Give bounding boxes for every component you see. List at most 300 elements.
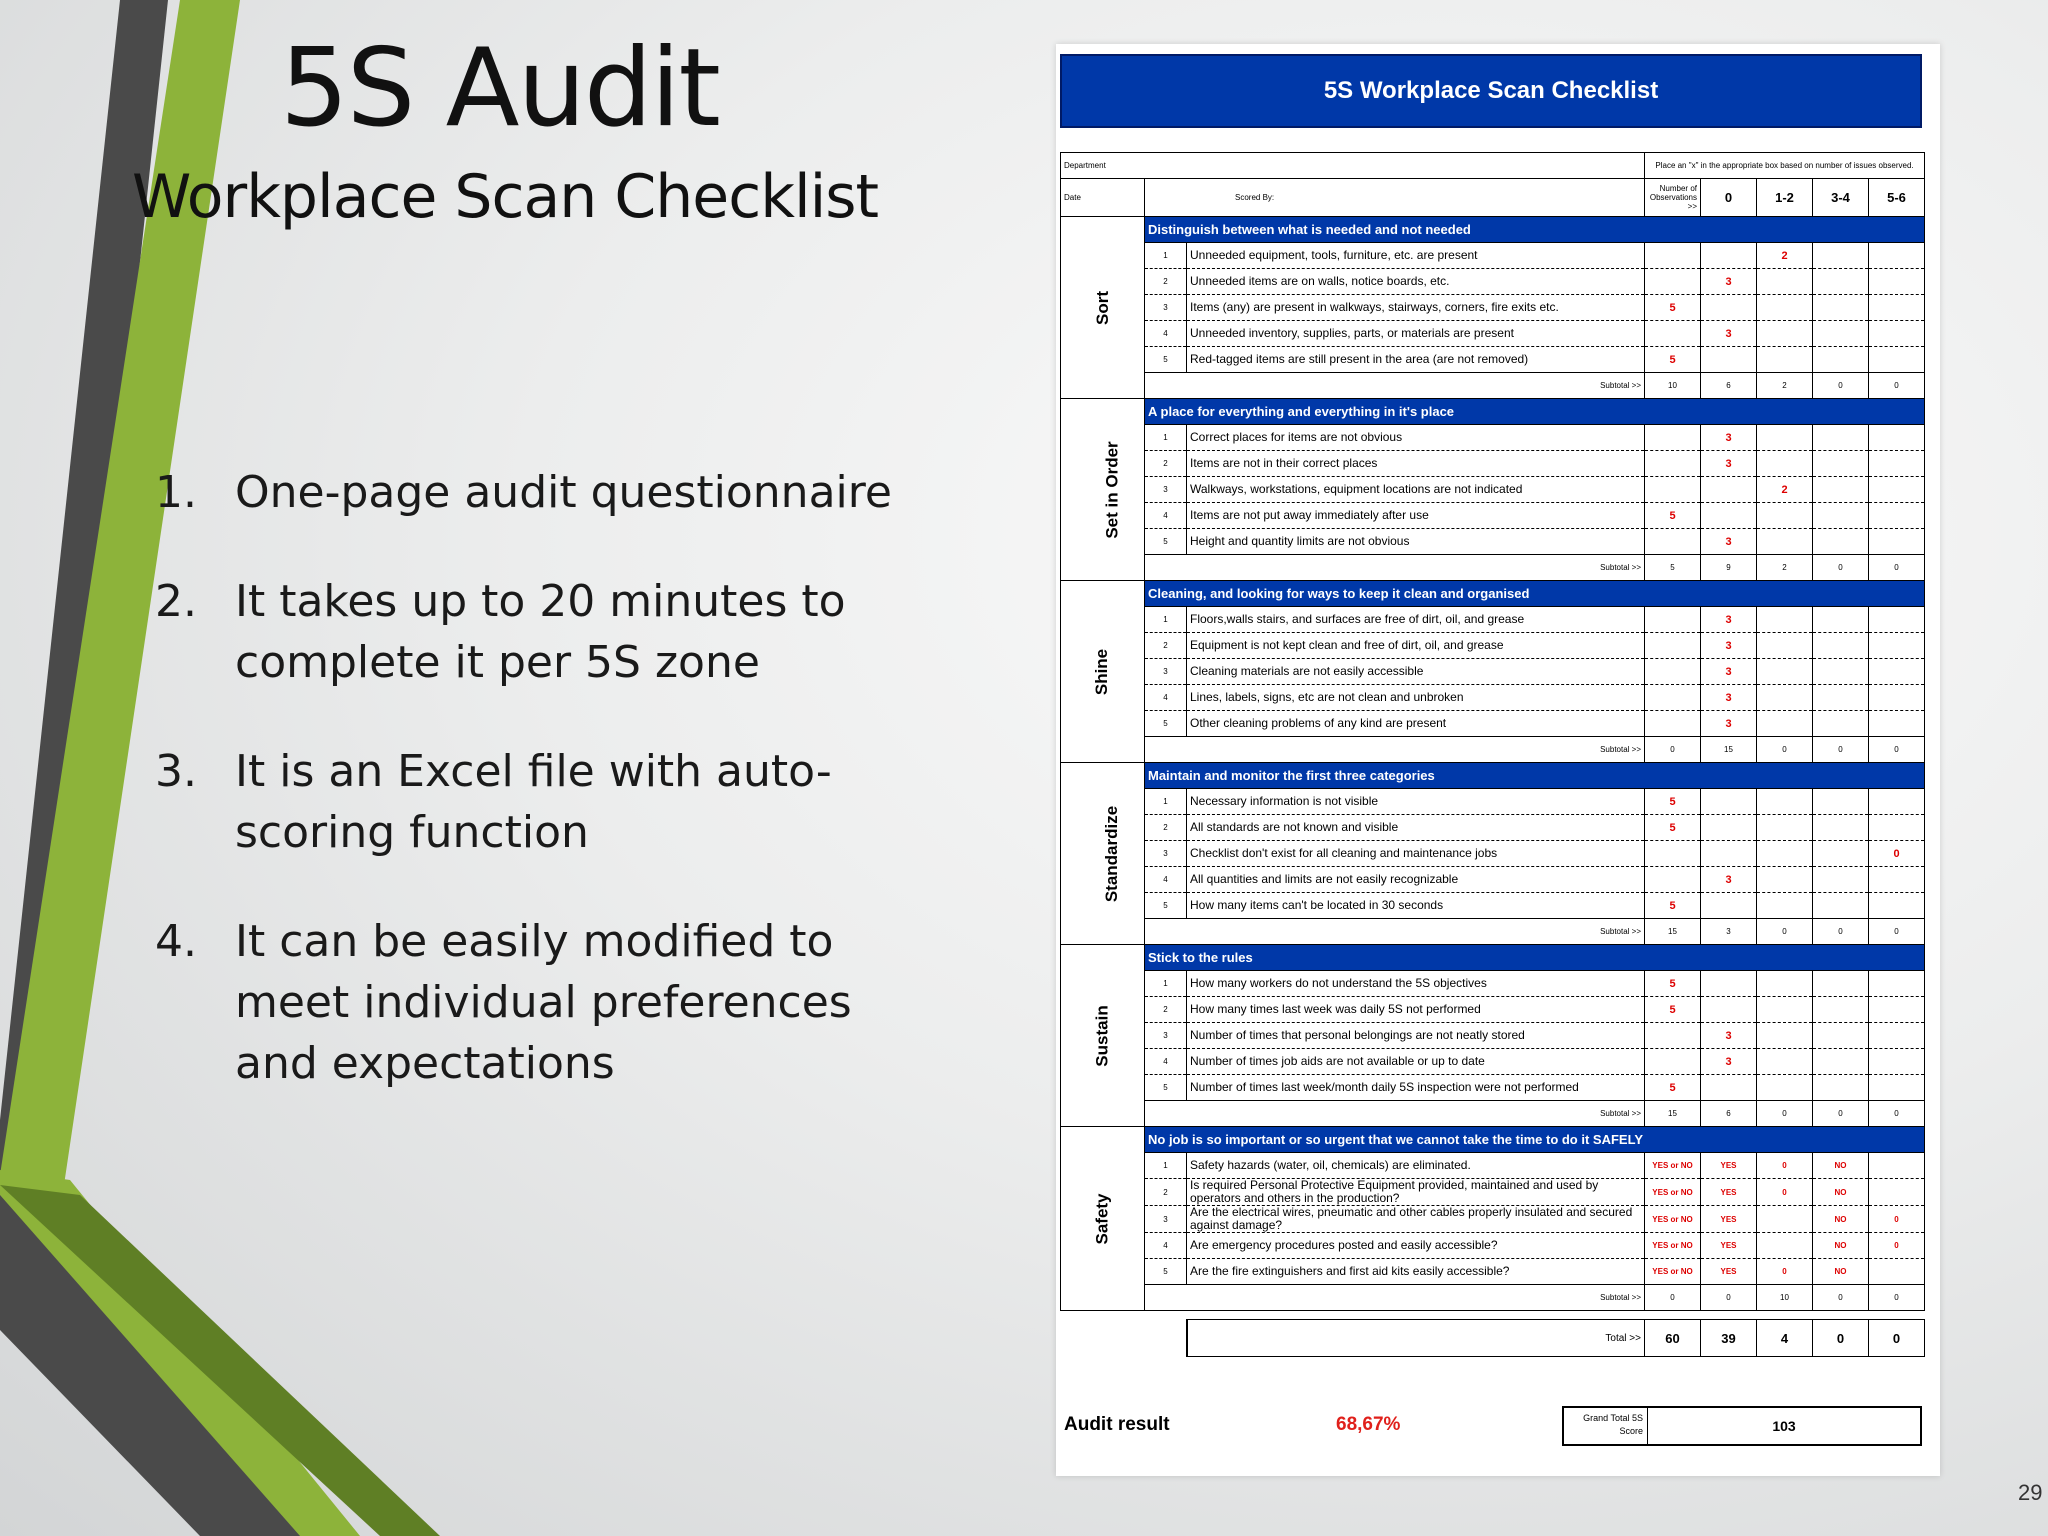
subtotal-label: Subtotal >> [1145,1285,1645,1311]
question-row [1061,841,1925,867]
question-number: 5 [1145,1259,1187,1285]
subtotal-value: 0 [1645,1285,1701,1311]
score-cell [1645,243,1701,269]
score-cell [1813,347,1869,373]
subtotal-value: 0 [1645,737,1701,763]
score-cell: 3 [1701,529,1757,555]
score-cell [1869,1179,1925,1206]
score-cell [1813,243,1869,269]
score-cell [1645,841,1701,867]
question-number: 2 [1145,633,1187,659]
score-cell [1757,295,1813,321]
section-heading-row [1061,581,1925,607]
score-cell [1757,1023,1813,1049]
question-text: Other cleaning problems of any kind are present [1187,711,1645,737]
score-cell [1757,503,1813,529]
score-cell [1757,893,1813,919]
score-cell [1757,269,1813,295]
section-heading: A place for everything and everything in it's place [1145,399,1925,425]
question-row [1061,867,1925,893]
question-text: Necessary information is not visible [1187,789,1645,815]
question-text: How many times last week was daily 5S not performed [1187,997,1645,1023]
subtotal-value: 10 [1645,373,1701,399]
score-cell [1813,269,1869,295]
section-heading-row [1061,945,1925,971]
question-row [1061,633,1925,659]
question-number: 2 [1145,269,1187,295]
question-number: 3 [1145,659,1187,685]
audit-result-value: 68,67% [1336,1414,1401,1435]
question-text: Items are not in their correct places [1187,451,1645,477]
score-cell [1869,711,1925,737]
score-cell: 3 [1701,1023,1757,1049]
section-heading-row [1061,1127,1925,1153]
bullet-text: One-page audit questionnaire [235,467,892,518]
score-cell [1869,243,1925,269]
checklist-table [1060,152,1925,1357]
question-text: Checklist don't exist for all cleaning and maintenance jobs [1187,841,1645,867]
question-text: Number of times that personal belongings are not neatly stored [1187,1023,1645,1049]
question-row [1061,1179,1925,1206]
column-header: 3-4 [1813,179,1869,217]
score-cell [1813,503,1869,529]
score-cell [1645,1049,1701,1075]
checklist-body [1061,153,1925,1357]
bullet-item [155,741,895,863]
question-text: Equipment is not kept clean and free of dirt, oil, and grease [1187,633,1645,659]
score-cell: 3 [1701,867,1757,893]
question-row [1061,1153,1925,1179]
score-cell [1869,633,1925,659]
score-cell [1645,451,1701,477]
score-cell [1813,607,1869,633]
question-row [1061,685,1925,711]
question-number: 5 [1145,1075,1187,1101]
question-row [1061,659,1925,685]
subtotal-value: 0 [1813,737,1869,763]
question-row [1061,1023,1925,1049]
score-cell [1645,477,1701,503]
score-cell: 3 [1701,633,1757,659]
subtotal-value: 3 [1701,919,1757,945]
question-text: Are the electrical wires, pneumatic and other cables properly insulated and secured against damage? [1187,1206,1645,1233]
score-cell: 3 [1701,711,1757,737]
question-number: 4 [1145,685,1187,711]
score-cell: YES or NO [1645,1233,1701,1259]
section-heading: Stick to the rules [1145,945,1925,971]
scored-by-label: Scored By: [1145,179,1645,217]
bullet-text: It is an Excel file with auto-scoring function [235,746,832,858]
grand-total-box [1562,1406,1922,1446]
subtotal-value: 0 [1813,1101,1869,1127]
score-cell: 3 [1701,685,1757,711]
question-row [1061,321,1925,347]
subtotal-value: 5 [1645,555,1701,581]
score-cell [1645,425,1701,451]
spacer-cell [1061,1311,1925,1320]
subtotal-value: 0 [1757,737,1813,763]
category-cell [1061,945,1145,1127]
question-number: 5 [1145,893,1187,919]
score-cell [1757,425,1813,451]
score-cell [1701,243,1757,269]
question-number: 1 [1145,971,1187,997]
score-cell: YES [1701,1179,1757,1206]
question-number: 4 [1145,503,1187,529]
score-cell [1813,659,1869,685]
score-cell [1701,893,1757,919]
question-text: Lines, labels, signs, etc are not clean and unbroken [1187,685,1645,711]
question-text: Red-tagged items are still present in the area (are not removed) [1187,347,1645,373]
subtotal-row [1061,373,1925,399]
total-value: 0 [1813,1320,1869,1357]
score-cell [1757,997,1813,1023]
subtotal-value: 15 [1701,737,1757,763]
category-cell [1061,217,1145,399]
score-cell [1645,633,1701,659]
score-cell [1757,633,1813,659]
score-cell: 3 [1701,607,1757,633]
section-heading: Distinguish between what is needed and not needed [1145,217,1925,243]
question-row [1061,971,1925,997]
question-number: 5 [1145,711,1187,737]
score-cell [1757,815,1813,841]
score-cell [1645,867,1701,893]
score-cell: 3 [1701,269,1757,295]
score-cell [1869,971,1925,997]
score-cell: 5 [1645,1075,1701,1101]
score-cell [1757,789,1813,815]
score-cell [1869,1023,1925,1049]
score-cell [1757,451,1813,477]
subtotal-value: 0 [1869,373,1925,399]
score-cell [1869,529,1925,555]
score-cell [1813,1049,1869,1075]
score-cell: 5 [1645,347,1701,373]
bullet-number: 1. [155,467,197,518]
audit-result-label: Audit result [1064,1414,1170,1435]
score-cell [1869,477,1925,503]
question-row [1061,789,1925,815]
score-cell [1701,477,1757,503]
score-cell [1813,893,1869,919]
score-cell [1869,815,1925,841]
score-cell: 3 [1701,659,1757,685]
category-cell [1061,763,1145,945]
question-row [1061,1049,1925,1075]
score-cell: NO [1813,1233,1869,1259]
score-cell: NO [1813,1259,1869,1285]
column-header: 1-2 [1757,179,1813,217]
question-text: Cleaning materials are not easily accessible [1187,659,1645,685]
score-cell [1813,451,1869,477]
subtotal-value: 0 [1869,919,1925,945]
score-cell [1757,711,1813,737]
score-cell [1813,321,1869,347]
score-cell: 0 [1757,1153,1813,1179]
question-number: 4 [1145,867,1187,893]
question-text: Height and quantity limits are not obvious [1187,529,1645,555]
score-cell: YES [1701,1259,1757,1285]
slide-title: 5S Audit [280,26,719,151]
question-number: 3 [1145,477,1187,503]
question-row [1061,347,1925,373]
question-number: 4 [1145,321,1187,347]
score-cell [1701,997,1757,1023]
spacer-row [1061,1311,1925,1320]
question-row [1061,243,1925,269]
subtotal-value: 10 [1757,1285,1813,1311]
question-number: 2 [1145,815,1187,841]
score-cell [1813,997,1869,1023]
bullet-item [155,571,895,693]
score-cell [1813,971,1869,997]
section-heading-row [1061,217,1925,243]
score-cell: 2 [1757,243,1813,269]
score-cell [1757,971,1813,997]
score-cell: NO [1813,1179,1869,1206]
column-header: 0 [1701,179,1757,217]
score-cell [1869,451,1925,477]
question-row [1061,451,1925,477]
section-heading: Cleaning, and looking for ways to keep it clean and organised [1145,581,1925,607]
score-cell [1701,971,1757,997]
question-row [1061,529,1925,555]
score-cell: 5 [1645,789,1701,815]
question-number: 3 [1145,1206,1187,1233]
subtotal-value: 0 [1813,1285,1869,1311]
subtotal-value: 6 [1701,1101,1757,1127]
meta-row-date [1061,179,1925,217]
subtotal-value: 0 [1813,919,1869,945]
category-cell [1061,581,1145,763]
score-cell [1757,685,1813,711]
score-cell [1701,347,1757,373]
score-cell [1813,815,1869,841]
category-label: Safety [1092,1192,1112,1245]
score-cell [1869,321,1925,347]
subtotal-label: Subtotal >> [1145,1101,1645,1127]
score-cell: YES [1701,1206,1757,1233]
score-cell: 3 [1701,321,1757,347]
subtotal-value: 9 [1701,555,1757,581]
question-number: 1 [1145,607,1187,633]
blank-cell [1061,1320,1187,1357]
score-cell [1813,477,1869,503]
question-row [1061,1075,1925,1101]
score-cell [1701,1075,1757,1101]
score-cell [1757,321,1813,347]
score-cell [1645,711,1701,737]
score-cell [1757,659,1813,685]
subtotal-row [1061,737,1925,763]
question-row [1061,425,1925,451]
question-number: 2 [1145,451,1187,477]
subtotal-value: 0 [1757,1101,1813,1127]
score-cell [1757,347,1813,373]
score-cell [1813,1075,1869,1101]
slide-subtitle: Workplace Scan Checklist [132,162,879,232]
question-text: All quantities and limits are not easily recognizable [1187,867,1645,893]
grand-total-value: 103 [1772,1418,1796,1434]
subtotal-value: 0 [1701,1285,1757,1311]
score-cell: YES or NO [1645,1153,1701,1179]
question-number: 4 [1145,1049,1187,1075]
score-cell: NO [1813,1153,1869,1179]
score-cell [1701,841,1757,867]
question-row [1061,815,1925,841]
question-row [1061,1259,1925,1285]
score-cell [1869,659,1925,685]
score-cell [1757,1075,1813,1101]
score-cell [1813,685,1869,711]
question-text: All standards are not known and visible [1187,815,1645,841]
score-cell [1869,867,1925,893]
score-cell [1813,633,1869,659]
score-cell [1645,529,1701,555]
checklist-header: 5S Workplace Scan Checklist [1060,54,1922,128]
score-cell: YES or NO [1645,1179,1701,1206]
score-cell [1645,607,1701,633]
score-cell: 0 [1757,1179,1813,1206]
score-cell [1869,1259,1925,1285]
score-cell [1813,789,1869,815]
question-text: Floors,walls stairs, and surfaces are free of dirt, oil, and grease [1187,607,1645,633]
subtotal-value: 15 [1645,1101,1701,1127]
score-cell: 5 [1645,893,1701,919]
question-number: 1 [1145,243,1187,269]
question-number: 3 [1145,841,1187,867]
section-heading: No job is so important or so urgent that we cannot take the time to do it SAFELY [1145,1127,1925,1153]
question-number: 2 [1145,1179,1187,1206]
score-cell: 5 [1645,815,1701,841]
score-cell [1701,295,1757,321]
score-cell: 0 [1869,1233,1925,1259]
score-cell [1869,789,1925,815]
subtotal-value: 2 [1757,555,1813,581]
question-text: Unneeded equipment, tools, furniture, etc. are present [1187,243,1645,269]
question-text: How many workers do not understand the 5S objectives [1187,971,1645,997]
score-cell [1869,295,1925,321]
score-cell: YES or NO [1645,1206,1701,1233]
subtotal-value: 15 [1645,919,1701,945]
score-cell [1869,347,1925,373]
bullet-number: 3. [155,746,197,797]
question-row [1061,607,1925,633]
checklist-page [1056,44,1940,1476]
question-row [1061,711,1925,737]
category-label: Standardize [1102,805,1122,902]
category-label: Shine [1092,648,1112,695]
section-heading-row [1061,763,1925,789]
score-cell: YES [1701,1233,1757,1259]
column-header: 5-6 [1869,179,1925,217]
score-cell [1645,321,1701,347]
instruction-text: Place an "x" in the appropriate box based on number of issues observed. [1645,153,1925,179]
meta-row-department [1061,153,1925,179]
subtotal-value: 0 [1813,373,1869,399]
subtotal-label: Subtotal >> [1145,919,1645,945]
score-cell [1869,425,1925,451]
bullet-item [155,462,895,523]
subtotal-label: Subtotal >> [1145,555,1645,581]
date-label: Date [1061,179,1145,217]
score-cell [1813,425,1869,451]
category-label: Set in Order [1102,440,1122,539]
bullet-text: It takes up to 20 minutes to complete it per 5S zone [235,576,846,688]
score-cell [1813,1023,1869,1049]
score-cell [1813,295,1869,321]
score-cell: 5 [1645,295,1701,321]
score-cell [1869,607,1925,633]
score-cell [1869,503,1925,529]
question-number: 5 [1145,347,1187,373]
score-cell: 0 [1869,1206,1925,1233]
score-cell: 5 [1645,997,1701,1023]
subtotal-value: 0 [1869,1101,1925,1127]
question-row [1061,997,1925,1023]
subtotal-row [1061,555,1925,581]
category-label: Sustain [1092,1004,1112,1067]
section-heading-row [1061,399,1925,425]
subtotal-value: 0 [1869,555,1925,581]
department-label: Department [1061,153,1645,179]
subtotal-value: 0 [1813,555,1869,581]
total-label: Total >> [1187,1320,1645,1357]
question-text: Safety hazards (water, oil, chemicals) are eliminated. [1187,1153,1645,1179]
question-number: 3 [1145,1023,1187,1049]
question-text: How many items can't be located in 30 seconds [1187,893,1645,919]
score-cell [1757,529,1813,555]
question-number: 3 [1145,295,1187,321]
score-cell [1757,1206,1813,1233]
score-cell [1757,867,1813,893]
total-row [1061,1320,1925,1357]
score-cell [1813,529,1869,555]
score-cell [1869,1153,1925,1179]
question-text: Number of times last week/month daily 5S inspection were not performed [1187,1075,1645,1101]
total-value: 39 [1701,1320,1757,1357]
bullet-text: It can be easily modified to meet individual preferences and expectations [235,916,852,1089]
subtotal-row [1061,1101,1925,1127]
score-cell [1813,867,1869,893]
observations-label: Number of Observations >> [1645,179,1701,217]
question-number: 1 [1145,1153,1187,1179]
bullet-number: 4. [155,916,197,967]
score-cell [1701,503,1757,529]
subtotal-label: Subtotal >> [1145,373,1645,399]
bullet-item [155,911,895,1094]
question-text: Number of times job aids are not available or up to date [1187,1049,1645,1075]
score-cell [1869,269,1925,295]
score-cell [1757,1233,1813,1259]
question-text: Correct places for items are not obvious [1187,425,1645,451]
score-cell [1757,1049,1813,1075]
score-cell: 3 [1701,451,1757,477]
score-cell: 0 [1869,841,1925,867]
score-cell [1813,841,1869,867]
score-cell: 3 [1701,425,1757,451]
bullet-number: 2. [155,576,197,627]
score-cell [1701,815,1757,841]
question-text: Are the fire extinguishers and first aid kits easily accessible? [1187,1259,1645,1285]
grand-total-label: Grand Total 5S Score [1564,1408,1648,1444]
subtotal-row [1061,1285,1925,1311]
score-cell: NO [1813,1206,1869,1233]
score-cell [1757,841,1813,867]
category-cell [1061,399,1145,581]
question-number: 5 [1145,529,1187,555]
